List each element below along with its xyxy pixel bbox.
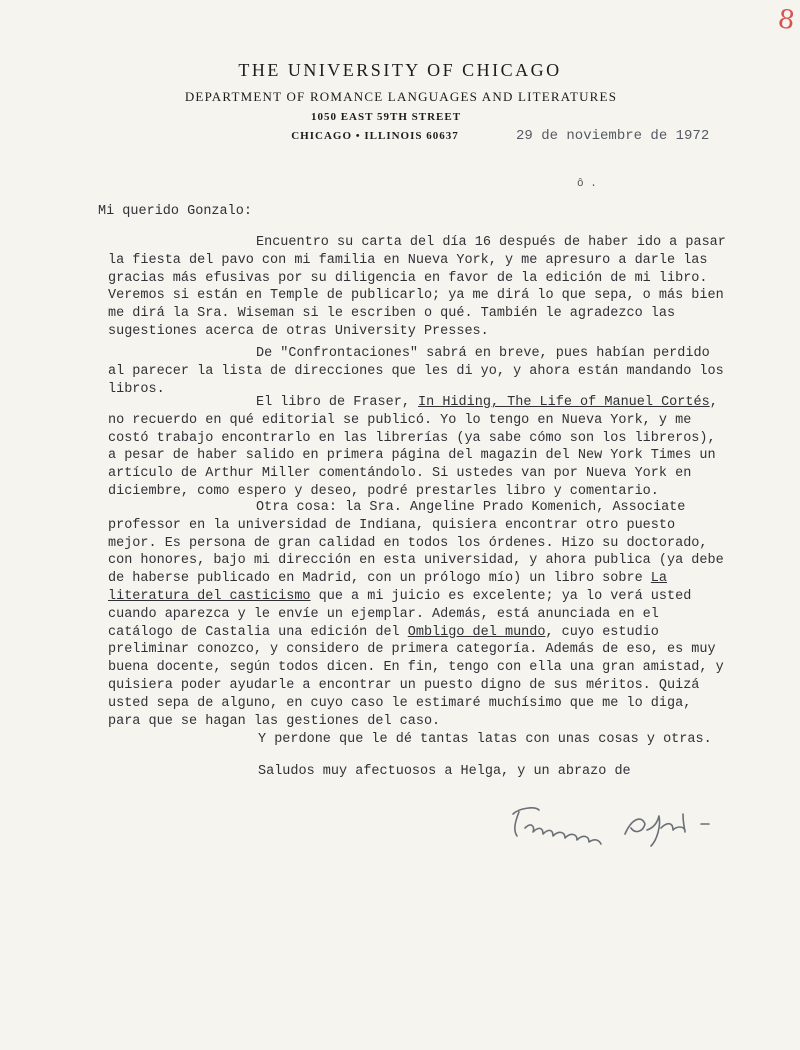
paragraph-4-text-c: , cuyo estudio preliminar conozco, y considero de primera categoría. Además de eso, es muy buena docente, según todos dicen. En fin, tengo con ella una gran amistad, y quisiera poder ayudarle a encontrar un puesto digno de sus méritos. Quizá usted sepa de alguno, en cuyo caso le estimaré muchísimo que me lo diga, para que se hagan las gestiones del caso.: [108, 624, 724, 729]
letterhead-city: CHICAGO • ILLINOIS 60637: [291, 130, 459, 142]
letterhead-street: 1050 EAST 59TH STREET: [310, 111, 462, 123]
paragraph-3: [108, 394, 730, 501]
book-title-ombligo: Ombligo del mundo: [407, 624, 546, 640]
paragraph-4: [108, 499, 730, 730]
corner-annotation: 8: [775, 4, 797, 37]
paragraph-3-text-b: , no recuerdo en qué editorial se publicó. Yo lo tengo en Nueva York, y me costó trabajo encontrarlo en las librerías (ya sabe cómo son los libreros), a pesar de haber salido en primera página del magazin del New York Times un artículo de Arthur Miller comentándolo. Si ustedes van por Nueva York en diciembre, como espero y deseo, podré prestarles libro y comentario.: [108, 395, 718, 499]
letterhead-university: THE UNIVERSITY OF CHICAGO: [238, 60, 562, 80]
paragraph-2-text: De "Confrontaciones" sabrá en breve, pues habían perdido al parecer la lista de direcciones que les di yo, y ahora están mandando los libros.: [108, 346, 724, 397]
paragraph-1-text: Encuentro su carta del día 16 después de haber ido a pasar la fiesta del pavo con mi familia en Nueva York, y me apresuro a darle las gracias más efusivas por su diligencia en favor de la edición de mi libro. Veremos si están en Temple de publicarlo; ya me dirá lo que sepa, o más bien me dirá la Sra. Wiseman si le escriben o qué. También le agradezco las sugestiones acerca de otras University Presses.: [108, 235, 726, 339]
salutation: Mi querido Gonzalo:: [98, 204, 252, 219]
paragraph-3-text-a: El libro de Fraser,: [256, 395, 419, 410]
handwritten-signature: [505, 800, 765, 850]
paragraph-4-text-b: que a mi juicio es excelente; ya lo verá usted cuando aparezca y le envíe un ejemplar. Además, está anunciada en el catálogo de Castalia una edición del: [108, 588, 692, 640]
book-title-casticismo: La literatura del casticismo: [108, 571, 667, 604]
stray-mark: ô .: [577, 178, 597, 190]
letter-date: 29 de noviembre de 1972: [516, 128, 710, 144]
closing-greeting: Saludos muy afectuosos a Helga, y un abrazo de: [258, 764, 631, 779]
paragraph-1: [108, 234, 730, 341]
book-title-in-hiding: In Hiding, The Life of Manuel Cortés: [418, 395, 710, 410]
letterhead-department: DEPARTMENT OF ROMANCE LANGUAGES AND LITERATURES: [184, 89, 618, 104]
paragraph-2: [108, 345, 730, 398]
closing-apology: Y perdone que le dé tantas latas con unas cosas y otras.: [258, 732, 712, 747]
paragraph-4-text-a: Otra cosa: la Sra. Angeline Prado Komenich, Associate professor en la universidad de Indiana, quisiera encontrar otro puesto mejor. Es persona de gran calidad en todos los órdenes. Hizo su doctorado, con honores, bajo mi dirección en esta universidad, y ahora publica (ya debe de haberse publicado en Madrid, con un prólogo mío) un libro sobre: [108, 500, 724, 587]
